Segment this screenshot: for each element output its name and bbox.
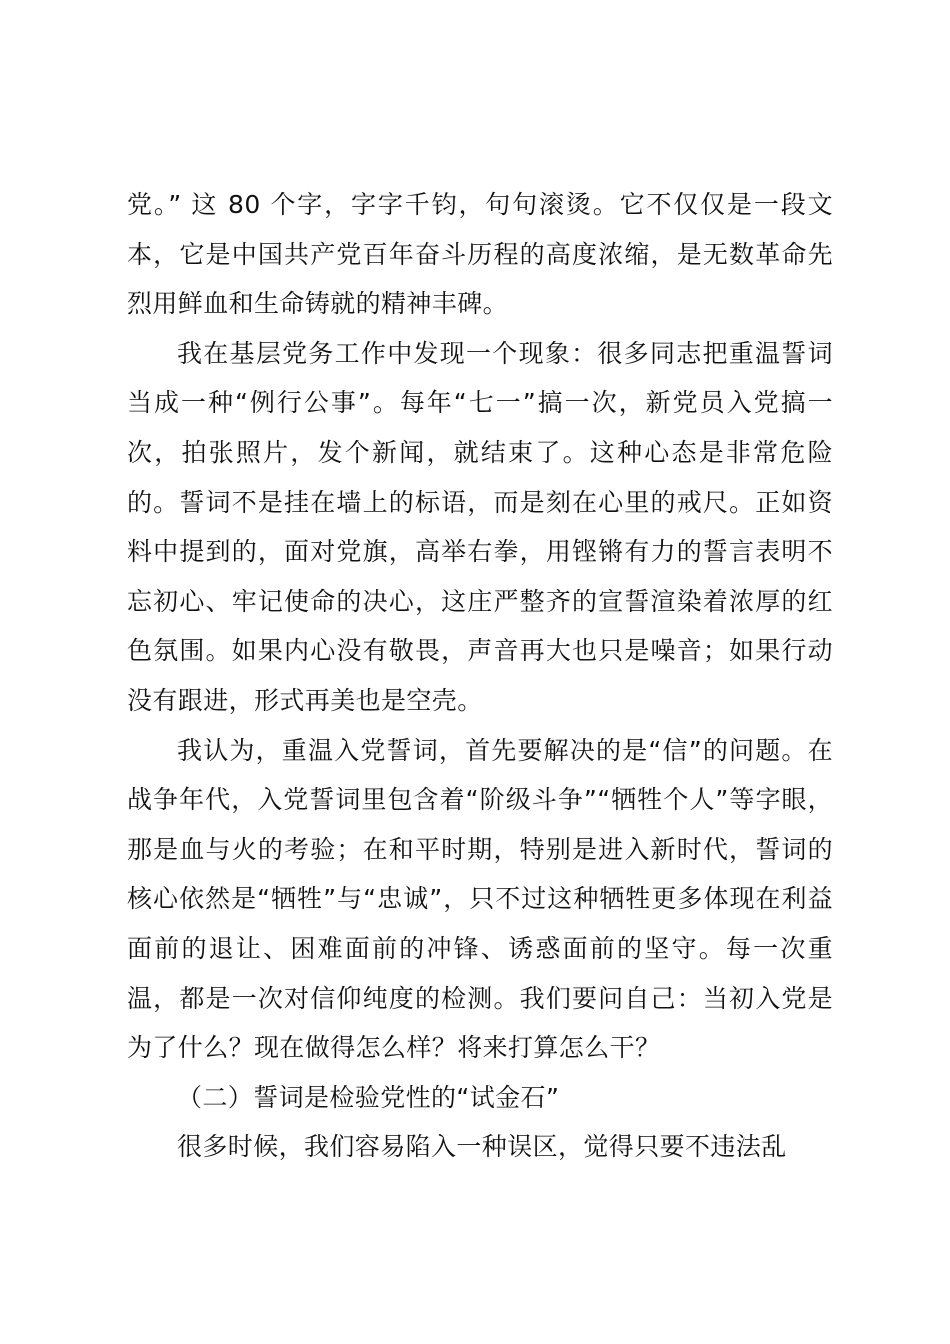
paragraph-routine-formality: 我在基层党务工作中发现一个现象：很多同志把重温誓词当成一种“例行公事”。每年“七一”搞一次，新党员入党搞一次，拍张照片，发个新闻，就结束了。这种心态是非常危险的。誓词不是挂在墙上的标语，而是刻在心里的戒尺。正如资料中提到的，面对党旗，高举右拳，用铿锵有力的誓言表明不忘初心、牢记使命的决心，这庄严整齐的宣誓渲染着浓厚的红色氛围。如果内心没有敬畏，声音再大也只是噪音；如果行动没有跟进，形式再美也是空壳。 [127,338,833,715]
document-body [127,180,833,1172]
paragraph-misconception: 很多时候，我们容易陷入一种误区，觉得只要不违法乱 [177,1132,787,1162]
paragraph-faith-question: 我认为，重温入党誓词，首先要解决的是“信”的问题。在战争年代，入党誓词里包含着“阶级斗争”“牺牲个人”等字眼，那是血与火的考验；在和平时期，特别是进入新时代，誓词的核心依然是“牺牲”与“忠诚”，只不过这种牺牲更多体现在利益面前的退让、困难面前的冲锋、诱惑面前的坚守。每一次重温，都是一次对信仰纯度的检测。我们要问自己：当初入党是为了什么？现在做得怎么样？将来打算怎么干？ [127,735,833,1063]
section-heading: （二）誓词是检验党性的“试金石” [177,1082,560,1112]
paragraph-continuation: 党。” 这 80 个字，字字千钧，句句滚烫。它不仅仅是一段文本，它是中国共产党百年奋斗历程的高度浓缩，是无数革命先烈用鲜血和生命铸就的精神丰碑。 [127,190,833,319]
